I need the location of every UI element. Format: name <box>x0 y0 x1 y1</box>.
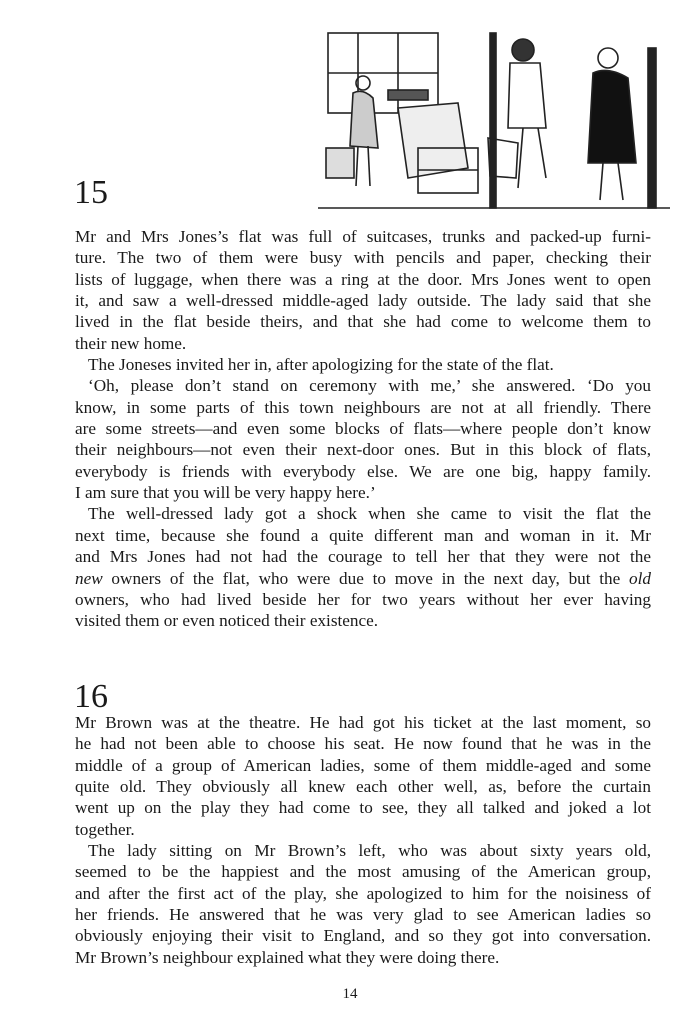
text-line: her friends. He answered that he was very glad to see American ladies so <box>75 905 651 925</box>
page-number: 14 <box>342 986 358 1002</box>
text-line: Mr Brown was at the theatre. He had got his ticket at the last moment, so <box>75 713 651 732</box>
illustration-moving-flat <box>318 28 670 213</box>
text-line: it, and saw a well-dressed middle-aged lady outside. The lady said that she <box>75 291 651 311</box>
text-line: visited them or even noticed their existence. <box>75 611 379 631</box>
text-line: middle of a group of American ladies, some of them middle-aged and some <box>75 755 651 775</box>
text-line: lived in the flat beside theirs, and that she had come to welcome them to <box>75 312 651 332</box>
section-16-text <box>75 712 651 968</box>
text-line: The well-dressed lady got a shock when she came to visit the flat the <box>88 504 651 524</box>
text-line: he had not been able to choose his seat. He now found that he was in the <box>75 734 651 754</box>
text-line: their neighbours—not even their next-door ones. But in this block of flats, <box>75 440 651 460</box>
text-line: know, in some parts of this town neighbours are not at all friendly. There <box>75 397 651 417</box>
text-line: seemed to be the happiest and the most amusing of the American group, <box>75 862 651 882</box>
text-line: went up on the play they had come to see, they all talked and joked a lot <box>75 798 651 818</box>
text-line: ‘Oh, please don’t stand on ceremony with me,’ she answered. ‘Do you <box>88 376 651 396</box>
text-line: together. <box>75 819 135 839</box>
section-15-text <box>75 226 651 632</box>
section-number-16: 16 <box>74 678 108 715</box>
section-number-15: 15 <box>74 174 108 211</box>
text-line <box>75 568 651 589</box>
text-line: owners, who had lived beside her for two years without her ever having <box>75 589 651 609</box>
text-line: I am sure that you will be very happy here.’ <box>75 483 376 503</box>
text-line: and Mrs Jones had not had the courage to tell her that they were not the <box>75 547 651 567</box>
text-line: their new home. <box>75 333 187 353</box>
text-line: Mr Brown’s neighbour explained what they were doing there. <box>75 947 500 967</box>
italic-word: new <box>75 568 103 588</box>
text-line: The Joneses invited her in, after apologizing for the state of the flat. <box>88 355 554 375</box>
text-line: next time, because she found a quite different man and woman in it. Mr <box>75 525 651 545</box>
text-line: are some streets—and even some blocks of flats—where people don’t know <box>75 419 651 439</box>
text-line: Mr and Mrs Jones’s flat was full of suitcases, trunks and packed-up furni- <box>75 227 651 246</box>
text-line: The lady sitting on Mr Brown’s left, who was about sixty years old, <box>88 841 651 861</box>
text-line: quite old. They obviously all knew each other well, as, before the curtain <box>75 777 651 797</box>
text-line: obviously enjoying their visit to England, and so they got into conversation. <box>75 926 651 946</box>
italic-word: old <box>629 568 651 588</box>
text-span: owners of the flat, who were due to move in the next day, but the <box>102 568 630 588</box>
text-line: lists of luggage, when there was a ring at the door. Mrs Jones went to open <box>75 269 651 289</box>
text-line: ture. The two of them were busy with pencils and paper, checking their <box>75 248 651 268</box>
text-line: and after the first act of the play, she apologized to him for the noisiness of <box>75 883 651 903</box>
text-line: everybody is friends with everybody else. We are one big, happy family. <box>75 461 651 481</box>
